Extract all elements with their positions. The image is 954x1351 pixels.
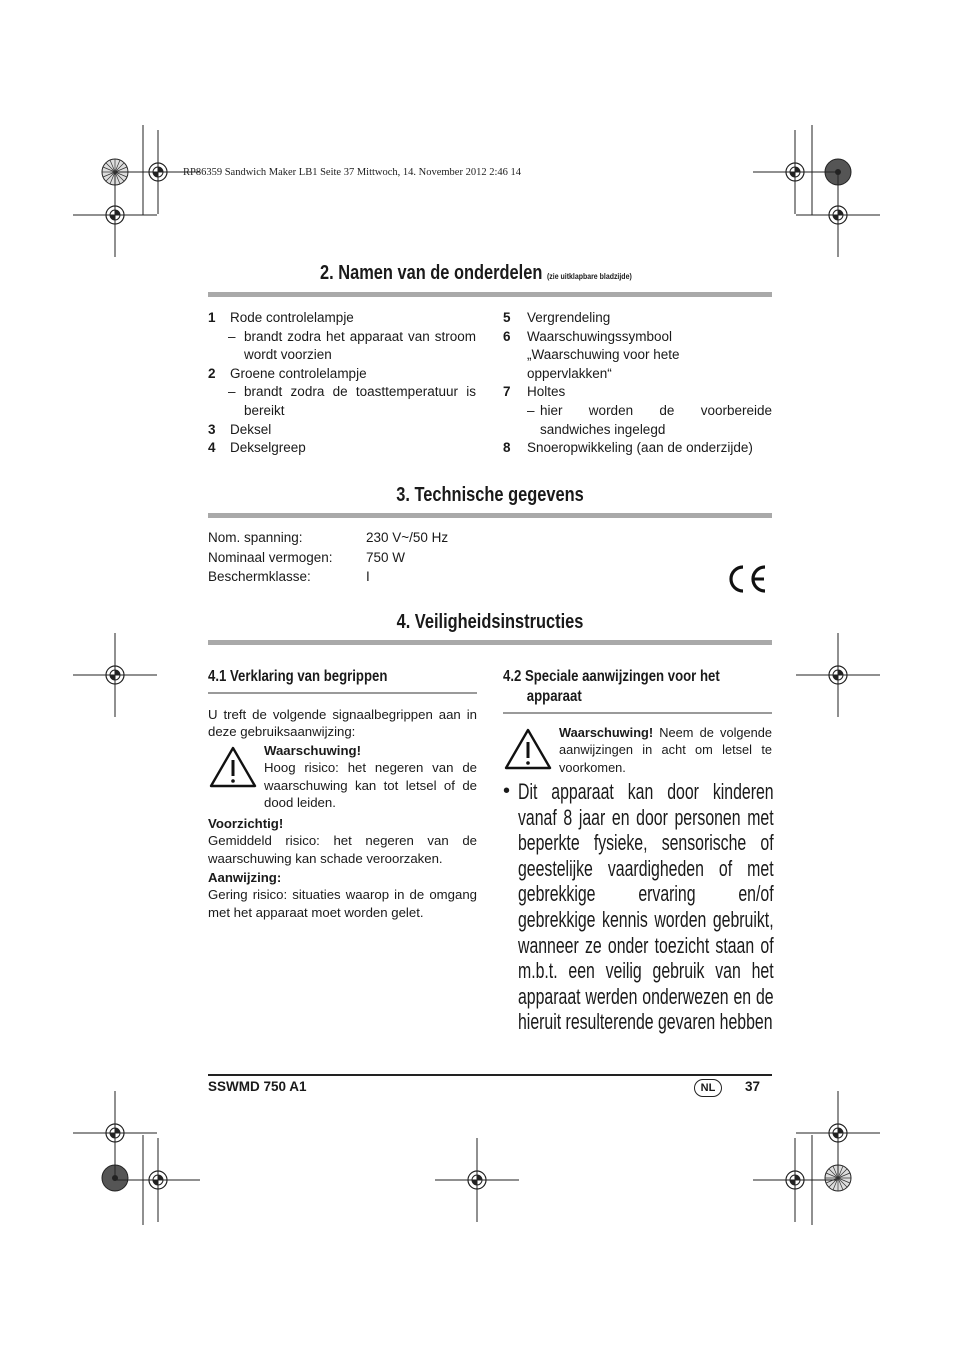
part-item-3: 3 Deksel [208,421,272,437]
subsection-4-1-title: 4.1 Verklaring van begrippen [208,668,388,685]
caution-text: Gemiddeld risico: het negeren van de waarschuwing kan schade veroorzaken. [208,833,477,866]
part-item-7: 7 Holtes [503,384,566,400]
part-item-5: 5 Vergrendeling [503,310,611,325]
footer-model: SSWMD 750 A1 [208,1079,307,1094]
section-2-note: (zie uitklapbare bladzijde) [546,271,632,281]
part-item-7-sub: – hier worden de voorbereide sandwiches ingelegd [527,402,772,437]
parts-list-right [503,309,773,458]
note-title: Aanwijzing: [208,870,282,885]
note-block [208,869,477,921]
caution-block [208,815,477,867]
print-header: RP86359 Sandwich Maker LB1 Seite 37 Mittwoch, 14. November 2012 2:46 14 [183,167,522,178]
warning-triangle-icon [208,745,258,789]
spec-row: Nominaal vermogen: 750 W [208,549,406,565]
parts-list-left [208,309,478,458]
bullet-item: Dit apparaat kan door kinderen vanaf 8 jaar en door personen met beperkte fysieke, sensorische of geestelijke vaardigheden of met gebrekkige ervaring en/of gebrekkige kennis worden gebruikt, wanneer ze onder toezicht staan of m.b.t. een veilig gebruik van het apparaat werden onderwezen en de hieruit resulterende gevaren hebben [518,779,774,1035]
subsection-4-2-rule [503,712,772,714]
footer-rule [208,1074,772,1076]
part-item-2: 2 Groene controlelampje [208,365,367,381]
warning-title: Waarschuwing! [264,743,361,758]
part-item-2-sub: – brandt zodra de toasttemperatuur is bereikt [228,384,476,418]
part-item-4: 4 Dekselgreep [208,440,306,456]
device-warning-block [559,724,772,776]
language-badge: NL [694,1079,722,1097]
caution-title: Voorzichtig! [208,816,284,831]
spec-table [208,528,538,587]
spec-row: Beschermklasse: I [208,569,370,585]
section-3-rule [208,513,772,518]
part-item-1: 1 Rode controlelampje [208,310,354,325]
part-item-6: 6 Waarschuwingssymbool „Waarschuwing voor hete oppervlakken“ [503,328,680,381]
section-2-rule [208,292,772,297]
subsection-4-1-rule [208,692,477,694]
section-4-rule [208,640,772,645]
bullet-mark: • [503,780,511,802]
subsection-4-2-title [503,667,720,707]
section-2-title [320,262,632,285]
device-warning-text: Neem de volgende aanwijzingen in acht om letsel te voorkomen. [559,725,772,775]
section-4-title: 4. Veiligheidsinstructies [396,611,584,633]
device-warning-title: Waarschuwing! [559,725,654,740]
intro-text: U treft de volgende signaalbegrippen aan in deze gebruiksaanwijzing: [208,707,477,740]
spec-row: Nom. spanning: 230 V~/50 Hz [208,530,449,545]
part-item-1-sub: – brandt zodra het apparaat van stroom wordt voorzien [228,328,476,363]
page-number: 37 [745,1079,761,1094]
section-3-title: 3. Technische gegevens [396,484,584,506]
note-text: Gering risico: situaties waarop in de omgang met het apparaat moet worden gelet. [208,887,477,920]
section-2-title-text: 2. Namen van de onderdelen [320,262,543,284]
ce-mark-icon [723,563,769,595]
subsection-4-2-title-line2: apparaat [526,688,582,705]
subsection-4-2-title-line1: 4.2 Speciale aanwijzingen voor het [503,668,720,685]
warning-block [264,742,477,812]
warning-text: Hoog risico: het negeren van de waarschuwing kan tot letsel of de dood leiden. [264,760,477,811]
warning-triangle-icon [503,727,553,771]
part-item-8: 8 Snoeropwikkeling (aan de onderzijde) [503,440,753,456]
